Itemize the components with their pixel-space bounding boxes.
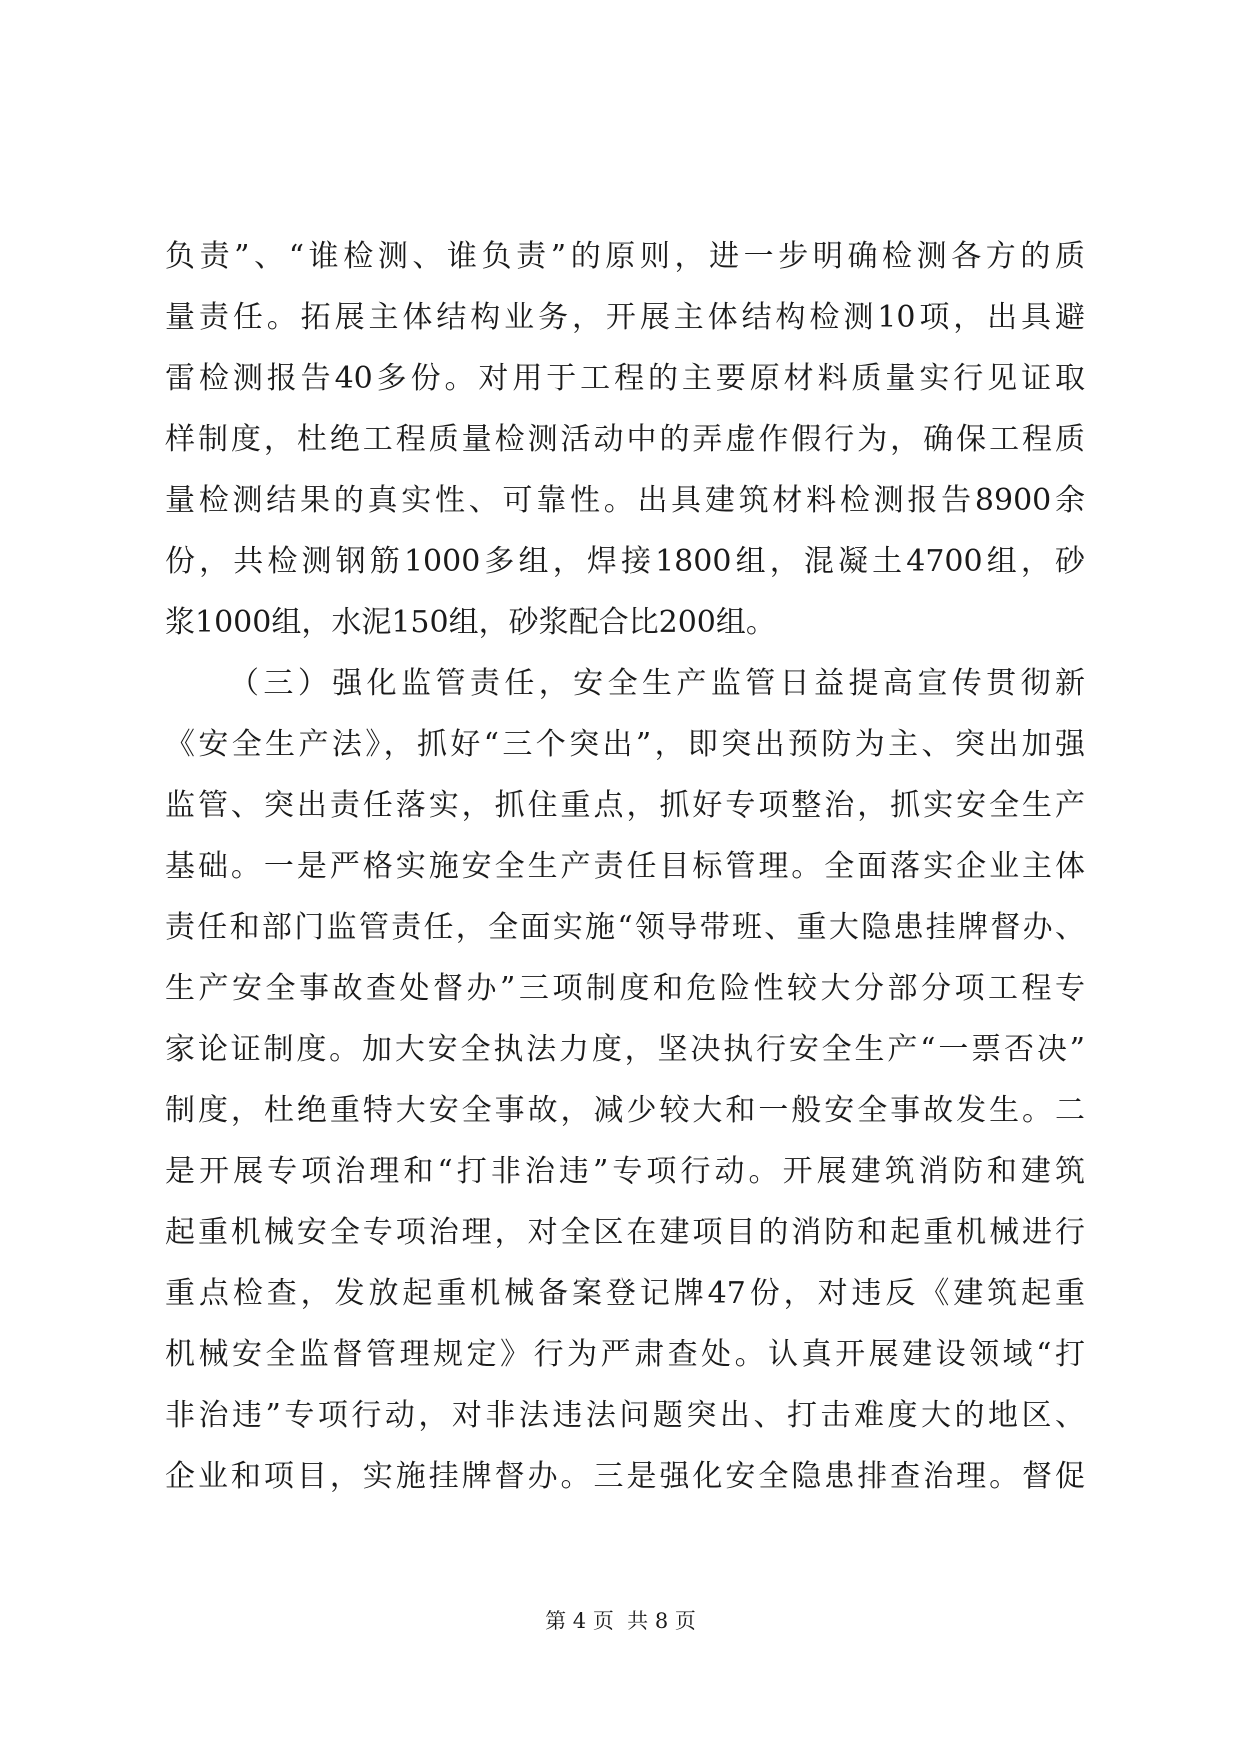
- text-line: 责任和部门监管责任，全面实施“领导带班、重大隐患挂牌督办、: [165, 910, 1085, 945]
- text-line: 制度，杜绝重特大安全事故，减少较大和一般安全事故发生。二: [165, 1093, 1085, 1128]
- text-line: 量责任。拓展主体结构业务，开展主体结构检测10项，出具避: [165, 300, 1085, 335]
- text-line: 家论证制度。加大安全执法力度，坚决执行安全生产“一票否决”: [165, 1032, 1085, 1067]
- text-line: 量检测结果的真实性、可靠性。出具建筑材料检测报告8900余: [165, 483, 1085, 518]
- text-line: [165, 1507, 1085, 1568]
- text-line: 起重机械安全专项治理，对全区在建项目的消防和起重机械进行: [165, 1215, 1085, 1250]
- text-line: 重点检查，发放起重机械备案登记牌47份，对违反《建筑起重: [165, 1276, 1085, 1311]
- text-line: 样制度，杜绝工程质量检测活动中的弄虚作假行为，确保工程质: [165, 422, 1085, 457]
- page-number: 第 4 页 共 8 页: [545, 1609, 696, 1633]
- page-footer: [0, 1606, 1241, 1636]
- text-line: 雷检测报告40多份。对用于工程的主要原材料质量实行见证取: [165, 361, 1085, 396]
- text-line: 份，共检测钢筋1000多组，焊接1800组，混凝土4700组，砂: [165, 544, 1085, 579]
- text-line: 浆1000组，水泥150组，砂浆配合比200组。: [165, 605, 776, 640]
- section-heading-line: （三）强化监管责任，安全生产监管日益提高宣传贯彻新: [229, 666, 1085, 701]
- text-line: 基础。一是严格实施安全生产责任目标管理。全面落实企业主体: [165, 849, 1085, 884]
- text-line: 《安全生产法》，抓好“三个突出”，即突出预防为主、突出加强: [165, 727, 1085, 762]
- text-line: 机械安全监督管理规定》行为严肃查处。认真开展建设领域“打: [165, 1337, 1085, 1372]
- text-line: 负责”、“谁检测、谁负责”的原则，进一步明确检测各方的质: [165, 239, 1085, 274]
- text-line: 生产安全事故查处督办”三项制度和危险性较大分部分项工程专: [165, 971, 1085, 1006]
- text-line: 是开展专项治理和“打非治违”专项行动。开展建筑消防和建筑: [165, 1154, 1085, 1189]
- text-line: 企业和项目，实施挂牌督办。三是强化安全隐患排查治理。督促: [165, 1459, 1085, 1494]
- text-line: 非治违”专项行动，对非法违法问题突出、打击难度大的地区、: [165, 1398, 1085, 1433]
- text-line: 监管、突出责任落实，抓住重点，抓好专项整治，抓实安全生产: [165, 788, 1085, 823]
- body-text: [165, 226, 1085, 1568]
